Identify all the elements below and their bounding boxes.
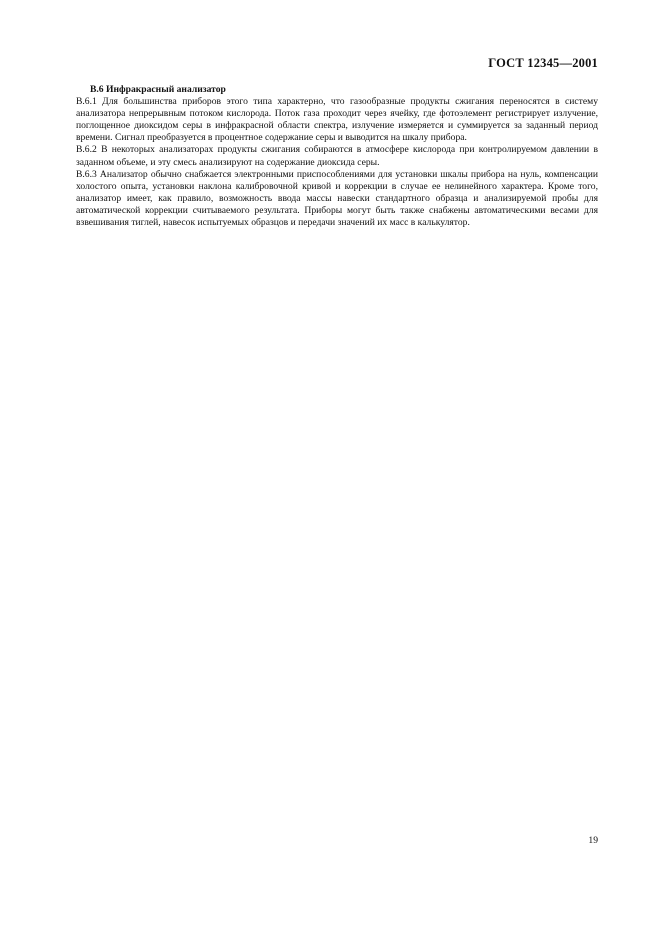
document-body	[76, 84, 598, 229]
paragraph-b61: B.6.1 Для большинства приборов этого типа характерно, что газообразные продукты сжигания переносятся в систему анализатора непрерывным потоком кислорода. Поток газа проходит через ячейку, где фотоэлемент регистрирует излучение, поглощенное диоксидом серы в инфракрасной области спектра, излучение измеряется и суммируется за заданный период времени. Сигнал преобразуется в процентное содержание серы и выводится на шкалу прибора.	[76, 96, 598, 144]
document-standard-header: ГОСТ 12345—2001	[488, 56, 598, 70]
paragraph-b62: B.6.2 В некоторых анализаторах продукты сжигания собираются в атмосфере кислорода при контролируемом давлении в заданном объеме, и эту смесь анализируют на содержание диоксида серы.	[76, 144, 598, 168]
paragraph-b63: B.6.3 Анализатор обычно снабжается электронными приспособлениями для установки шкалы прибора на нуль, компенсации холостого опыта, установки наклона калибровочной кривой и коррекции в случае ее нелинейного характера. Кроме того, анализатор имеет, как правило, возможность ввода массы навески стандартного образца и анализируемой пробы для автоматической коррекции считываемого результата. Приборы могут быть также снабжены автоматическими весами для взвешивания тиглей, навесок испытуемых образцов и передачи значений их масс в калькулятор.	[76, 168, 598, 229]
section-title: B.6 Инфракрасный анализатор	[90, 84, 226, 95]
page-number: 19	[588, 835, 598, 846]
